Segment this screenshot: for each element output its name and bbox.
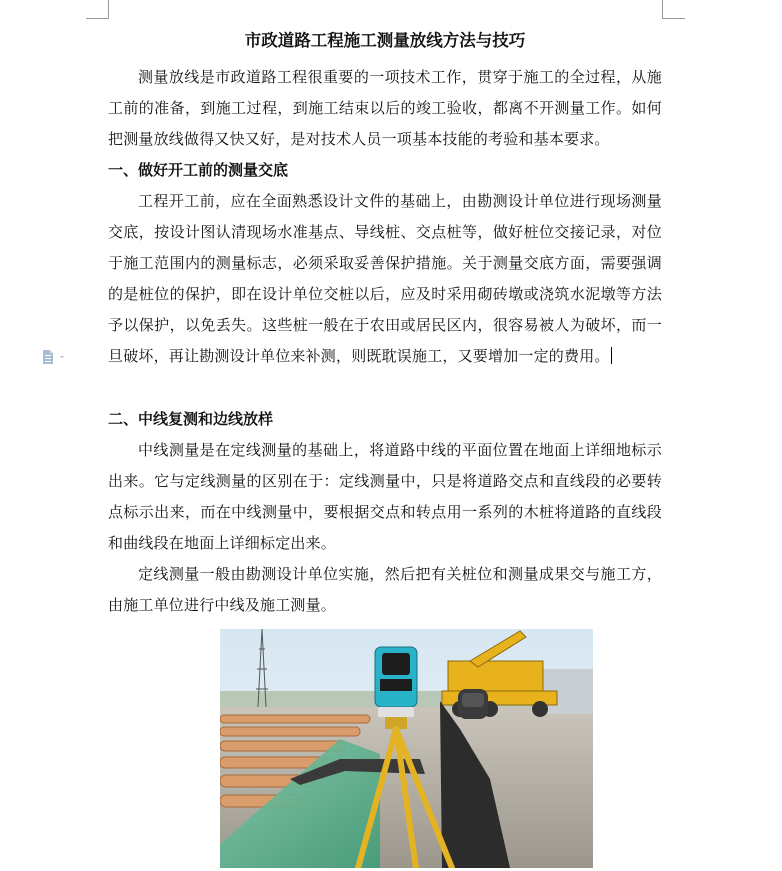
document-paragraph-icon[interactable]	[42, 349, 66, 363]
section-1-body[interactable]	[108, 186, 662, 372]
survey-photo-illustration	[220, 629, 593, 868]
document-title[interactable]: 市政道路工程施工测量放线方法与技巧	[244, 31, 526, 50]
page-corner-mark-right	[662, 0, 685, 19]
section-1-paragraph-text: 工程开工前，应在全面熟悉设计文件的基础上，由勘测设计单位进行现场测量交底，按设计图认清现场水准基点、导线桩、交点桩等，做好桩位交接记录，对位于施工范围内的测量标志，必须采取妥善保护措施。关于测量交底方面，需要强调的是桩位的保护，即在设计单位交桩以后，应及时采用砌砖墩或浇筑水泥墩等方法予以保护，以免丢失。这些桩一般在于农田或居民区内，很容易被人为破坏，而一旦破坏，再让勘测设计单位来补测，则既耽误施工，又要增加一定的费用。	[108, 192, 662, 365]
section-2-paragraph-1[interactable]: 中线测量是在定线测量的基础上，将道路中线的平面位置在地面上详细地标示出来。它与定线测量的区别在于：定线测量中，只是将道路交点和直线段的必要转点标示出来，而在中线测量中，要根据交点和转点用一系列的木桩将道路的直线段和曲线段在地面上详细标定出来。	[108, 441, 662, 552]
section-2-body[interactable]	[108, 435, 662, 621]
section-2-paragraph-2[interactable]: 定线测量一般由勘测设计单位实施，然后把有关桩位和测量成果交与施工方，由施工单位进行中线及施工测量。	[108, 565, 662, 614]
section-2-heading[interactable]: 二、中线复测和边线放样	[108, 410, 274, 428]
intro-paragraph[interactable]: 测量放线是市政道路工程很重要的一项技术工作，贯穿于施工的全过程，从施工前的准备，到施工过程，到施工结束以后的竣工验收，都离不开测量工作。如何把测量放线做得又快又好，是对技术人员一项基本技能的考验和基本要求。	[108, 68, 662, 148]
intro-block[interactable]	[108, 62, 662, 155]
section-1-heading[interactable]: 一、做好开工前的测量交底	[108, 161, 289, 179]
section-1-paragraph[interactable]	[108, 186, 662, 372]
survey-photo[interactable]	[220, 629, 593, 868]
page-corner-mark-left	[86, 0, 109, 19]
text-cursor	[611, 347, 612, 364]
